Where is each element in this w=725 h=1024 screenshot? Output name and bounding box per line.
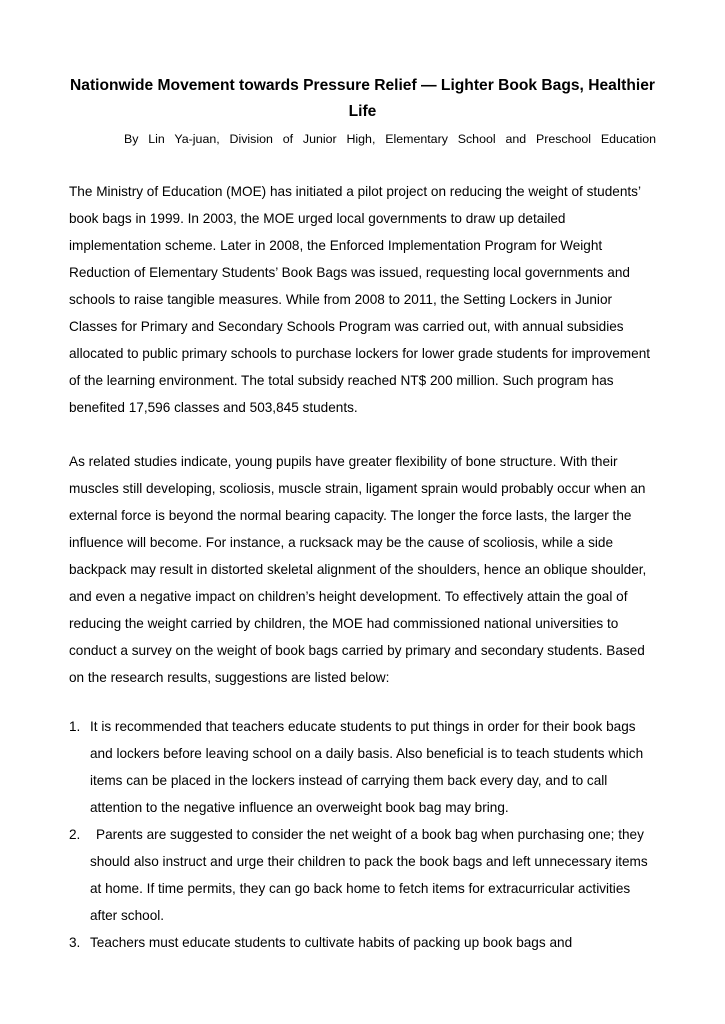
list-item (69, 713, 659, 821)
list-item-text: Parents are suggested to consider the net weight of a book bag when purchasing one; they should also instruct and urge their children to pack the book bags and left unnecessary items at home. If time permits, they can go back home to fetch items for extracurricular activities after school. (90, 827, 648, 923)
author-byline: By Lin Ya-juan, Division of Junior High, Elementary School and Preschool Education (124, 132, 656, 146)
suggestions-list (69, 713, 659, 956)
document-title: Nationwide Movement towards Pressure Relief — Lighter Book Bags, Healthier Life (70, 77, 655, 120)
list-item-text: Teachers must educate students to cultivate habits of packing up book bags and (90, 935, 573, 950)
list-item-text: It is recommended that teachers educate students to put things in order for their book bags and lockers before leaving school on a daily basis. Also beneficial is to teach students which items can be placed in the lockers instead of carrying them back every day, and to call attention to the negative influence an overweight book bag may bring. (90, 719, 644, 815)
list-item-number: 1. (69, 719, 81, 734)
list-item (69, 821, 659, 929)
list-item-number: 3. (69, 935, 81, 950)
paragraph-book-bag-policy: The Ministry of Education (MOE) has initiated a pilot project on reducing the weight of students’ book bags in 1999. In 2003, the MOE urged local governments to draw up detailed implementation scheme. Later in 2008, the Enforced Implementation Program for Weight Reduction of Elementary Students’ Book Bags was issued, requesting local governments and schools to raise tangible measures. While from 2008 to 2011, the Setting Lockers in Junior Classes for Primary and Secondary Schools Program was carried out, with annual subsidies allocated to public primary schools to purchase lockers for lower grade students for improvement of the learning environment. The total subsidy reached NT$ 200 million. Such program has benefited 17,596 classes and 503,845 students. (69, 184, 651, 415)
paragraph-health-studies: As related studies indicate, young pupils have greater flexibility of bone structure. With their muscles still developing, scoliosis, muscle strain, ligament sprain would probably occur when an external force is beyond the normal bearing capacity. The longer the force lasts, the larger the influence will become. For instance, a rucksack may be the cause of scoliosis, while a side backpack may result in distorted skeletal alignment of the shoulders, hence an oblique shoulder, and even a negative impact on children’s height development. To effectively attain the goal of reducing the weight carried by children, the MOE had commissioned national universities to conduct a survey on the weight of book bags carried by primary and secondary students. Based on the research results, suggestions are listed below: (69, 454, 647, 685)
list-item-number: 2. (69, 827, 81, 842)
list-item (69, 929, 659, 956)
